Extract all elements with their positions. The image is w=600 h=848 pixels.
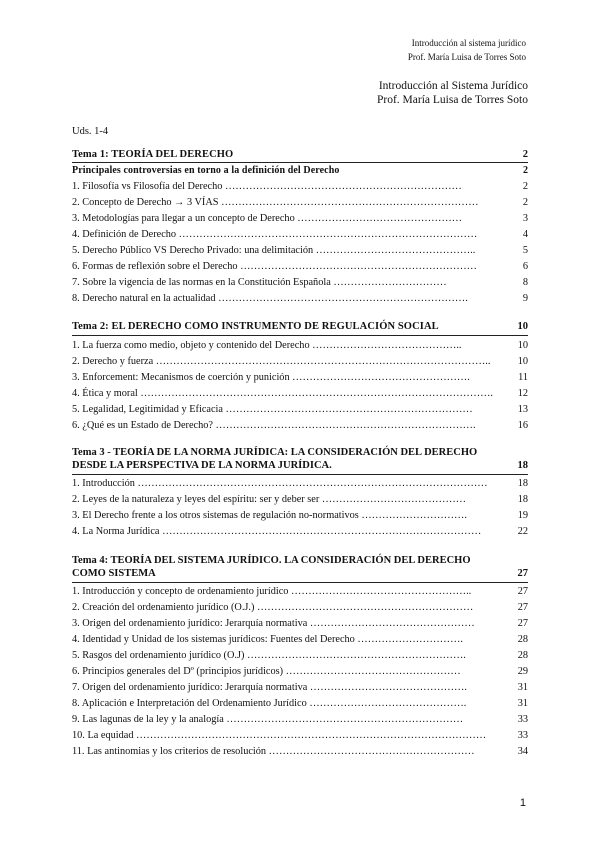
toc-entry-label: 4. La Norma Jurídica ………………………………………………………………………………… xyxy=(72,526,482,537)
toc-entry-label: 2. Leyes de la naturaleza y leyes del espíritu: ser y deber ser …………………………………… xyxy=(72,494,467,505)
toc-heading-title-line2: COMO SISTEMA xyxy=(72,568,156,579)
toc-entry[interactable] xyxy=(72,508,528,524)
toc-entry[interactable] xyxy=(72,418,528,434)
toc-entry[interactable] xyxy=(72,386,528,402)
toc-entry[interactable] xyxy=(72,492,528,508)
toc-entry-label: 6. Principios generales del Dº (principios jurídicos) …………………………………………… xyxy=(72,666,461,677)
toc-page-number: 27 xyxy=(517,602,528,613)
toc-entry[interactable] xyxy=(72,179,528,195)
toc-entry[interactable] xyxy=(72,476,528,492)
toc-entry[interactable] xyxy=(72,632,528,648)
toc-page-number: 33 xyxy=(517,714,528,725)
toc-entry[interactable] xyxy=(72,195,528,211)
toc-page-number: 13 xyxy=(517,404,528,415)
toc-page-number: 2 xyxy=(522,197,528,208)
toc-page-number: 31 xyxy=(517,698,528,709)
toc-page-number: 5 xyxy=(522,245,528,256)
toc-entry-label: 9. Las lagunas de la ley y la analogía …………………………………………………………… xyxy=(72,714,464,725)
toc-heading[interactable] xyxy=(72,147,528,163)
running-header-author: Prof. María Luisa de Torres Soto xyxy=(407,52,526,62)
toc-entry-label: 2. Concepto de Derecho → 3 VÍAS ………………………………………………………………… xyxy=(72,197,479,208)
toc-page-number: 6 xyxy=(522,261,528,272)
document-author: Prof. María Luisa de Torres Soto xyxy=(376,94,528,106)
toc-entry[interactable] xyxy=(72,338,528,354)
toc-heading[interactable] xyxy=(72,445,528,473)
toc-entry-label: 6. ¿Qué es un Estado de Derecho? …………………………………………………………………. xyxy=(72,420,476,431)
toc-page-number: 9 xyxy=(522,293,528,304)
toc-heading-title: Tema 2: EL DERECHO COMO INSTRUMENTO DE REGULACIÓN SOCIAL xyxy=(72,321,439,332)
toc-entry-label: 7. Sobre la vigencia de las normas en la Constitución Española …………………………… xyxy=(72,277,447,288)
page-number: 1 xyxy=(519,797,526,809)
toc-entry[interactable] xyxy=(72,524,528,540)
heading-underline xyxy=(72,335,528,336)
toc-entry-label: 2. Derecho y fuerza …………………………………………………………………………………….. xyxy=(72,356,491,367)
heading-underline xyxy=(72,162,528,163)
toc-page-number: 16 xyxy=(517,420,528,431)
toc-entry-label: 1. La fuerza como medio, objeto y contenido del Derecho …………………………………….. xyxy=(72,340,462,351)
toc-entry-label: 7. Origen del ordenamiento jurídico: Jerarquía normativa ………………………………………. xyxy=(72,682,467,693)
toc-page-number: 34 xyxy=(517,746,528,757)
toc-entry-label: 4. Ética y moral …………………………………………………………………………………………. xyxy=(72,388,494,399)
toc-page-number: 28 xyxy=(517,650,528,661)
toc-page-number: 4 xyxy=(522,229,528,240)
toc-entry[interactable] xyxy=(72,696,528,712)
toc-entry[interactable] xyxy=(72,616,528,632)
toc-page-number: 18 xyxy=(517,494,528,505)
toc-page-number: 2 xyxy=(523,165,528,176)
toc-page-number: 29 xyxy=(517,666,528,677)
toc-heading-title-line1: Tema 3 - TEORÍA DE LA NORMA JURÍDICA: LA CONSIDERACIÓN DEL DERECHO xyxy=(72,447,478,458)
heading-underline xyxy=(72,582,528,583)
toc-section-tema1 xyxy=(72,147,528,307)
toc-page-number: 33 xyxy=(517,730,528,741)
toc-entry[interactable] xyxy=(72,243,528,259)
toc-entry[interactable] xyxy=(72,648,528,664)
toc-page-number: 2 xyxy=(522,181,528,192)
toc-entry-label: 1. Filosofía vs Filosofía del Derecho …………………………………………………………… xyxy=(72,181,462,192)
toc-entry-label: 4. Definición de Derecho …………………………………………………………………………… xyxy=(72,229,478,240)
toc-entry-label: 3. El Derecho frente a los otros sistemas de regulación no-normativos …………………………. xyxy=(72,510,467,521)
toc-entry-label: 1. Introducción y concepto de ordenamiento jurídico …………………………………………….. xyxy=(72,586,472,597)
document-title: Introducción al Sistema Jurídico xyxy=(378,80,528,92)
toc-entry[interactable] xyxy=(72,712,528,728)
toc-entry[interactable] xyxy=(72,600,528,616)
toc-heading[interactable] xyxy=(72,553,528,581)
toc-subheading-title: Principales controversias en torno a la definición del Derecho xyxy=(72,165,340,176)
toc-entry[interactable] xyxy=(72,259,528,275)
toc-heading-title-line2: DESDE LA PERSPECTIVA DE LA NORMA JURÍDICA. xyxy=(72,460,332,471)
toc-entry-label: 1. Introducción ………………………………………………………………………………………… xyxy=(72,478,488,489)
toc-entry[interactable] xyxy=(72,227,528,243)
toc-entry-label: 3. Metodologías para llegar a un concepto de Derecho ………………………………………… xyxy=(72,213,463,224)
toc-section-tema4 xyxy=(72,553,528,760)
toc-entry[interactable] xyxy=(72,728,528,744)
toc-subheading[interactable] xyxy=(72,163,528,179)
units-label: Uds. 1-4 xyxy=(72,126,109,137)
toc-entry[interactable] xyxy=(72,744,528,760)
toc-entry-label: 5. Rasgos del ordenamiento jurídico (O.J) ………………………………………………………. xyxy=(72,650,466,661)
toc-page-number: 27 xyxy=(517,618,528,629)
toc-entry[interactable] xyxy=(72,275,528,291)
toc-entry-label: 11. Las antinomias y los criterios de resolución …………………………………………………… xyxy=(72,746,475,757)
toc-entry-label: 3. Origen del ordenamiento jurídico: Jerarquía normativa ………………………………………… xyxy=(72,618,475,629)
toc-page-number: 19 xyxy=(517,510,528,521)
toc-heading-title-line1: Tema 4: TEORÍA DEL SISTEMA JURÍDICO. LA CONSIDERACIÓN DEL DERECHO xyxy=(72,555,471,566)
toc-entry-label: 6. Formas de reflexión sobre el Derecho …………………………………………………………… xyxy=(72,261,477,272)
toc-entry-label: 8. Derecho natural en la actualidad ………………………………………………………………. xyxy=(72,293,468,304)
heading-underline xyxy=(72,474,528,475)
toc-entry-label: 10. La equidad ………………………………………………………………………………………… xyxy=(72,730,487,741)
toc-page-number: 8 xyxy=(522,277,528,288)
toc-page-number: 18 xyxy=(517,460,528,471)
toc-entry-label: 2. Creación del ordenamiento jurídico (O.J.) ……………………………………………………… xyxy=(72,602,474,613)
toc-entry[interactable] xyxy=(72,680,528,696)
toc-heading[interactable] xyxy=(72,319,528,335)
toc-page-number: 12 xyxy=(517,388,528,399)
toc-section-tema3 xyxy=(72,445,528,540)
toc-entry-label: 5. Derecho Público VS Derecho Privado: una delimitación ……………………………………….. xyxy=(72,245,476,256)
toc-entry[interactable] xyxy=(72,370,528,386)
toc-page-number: 10 xyxy=(517,356,528,367)
toc-entry[interactable] xyxy=(72,211,528,227)
toc-page-number: 18 xyxy=(517,478,528,489)
toc-entry-label: 8. Aplicación e Interpretación del Ordenamiento Jurídico ………………………………………. xyxy=(72,698,467,709)
toc-page-number: 10 xyxy=(517,321,528,332)
toc-section-tema2 xyxy=(72,319,528,434)
toc-entry-label: 5. Legalidad, Legitimidad y Eficacia ……………………………………………………………… xyxy=(72,404,473,415)
toc-page-number: 22 xyxy=(517,526,528,537)
toc-entry[interactable] xyxy=(72,664,528,680)
toc-heading-title: Tema 1: TEORÍA DEL DERECHO xyxy=(72,149,234,160)
toc-entry-label: 3. Enforcement: Mecanismos de coerción y punición ……………………………………………. xyxy=(72,372,470,383)
toc-page-number: 27 xyxy=(517,568,528,579)
toc-entry-label: 4. Identidad y Unidad de los sistemas jurídicos: Fuentes del Derecho …………………………. xyxy=(72,634,463,645)
toc-page-number: 31 xyxy=(517,682,528,693)
toc-page-number: 10 xyxy=(517,340,528,351)
toc-entry[interactable] xyxy=(72,584,528,600)
toc-page-number: 11 xyxy=(518,372,528,383)
toc-entry[interactable] xyxy=(72,291,528,307)
toc-page-number: 3 xyxy=(522,213,528,224)
toc-page-number: 27 xyxy=(517,586,528,597)
toc-page-number: 28 xyxy=(517,634,528,645)
toc-entry[interactable] xyxy=(72,354,528,370)
running-header-title: Introducción al sistema jurídico xyxy=(411,38,526,48)
toc-page-number: 2 xyxy=(522,149,528,160)
toc-entry[interactable] xyxy=(72,402,528,418)
